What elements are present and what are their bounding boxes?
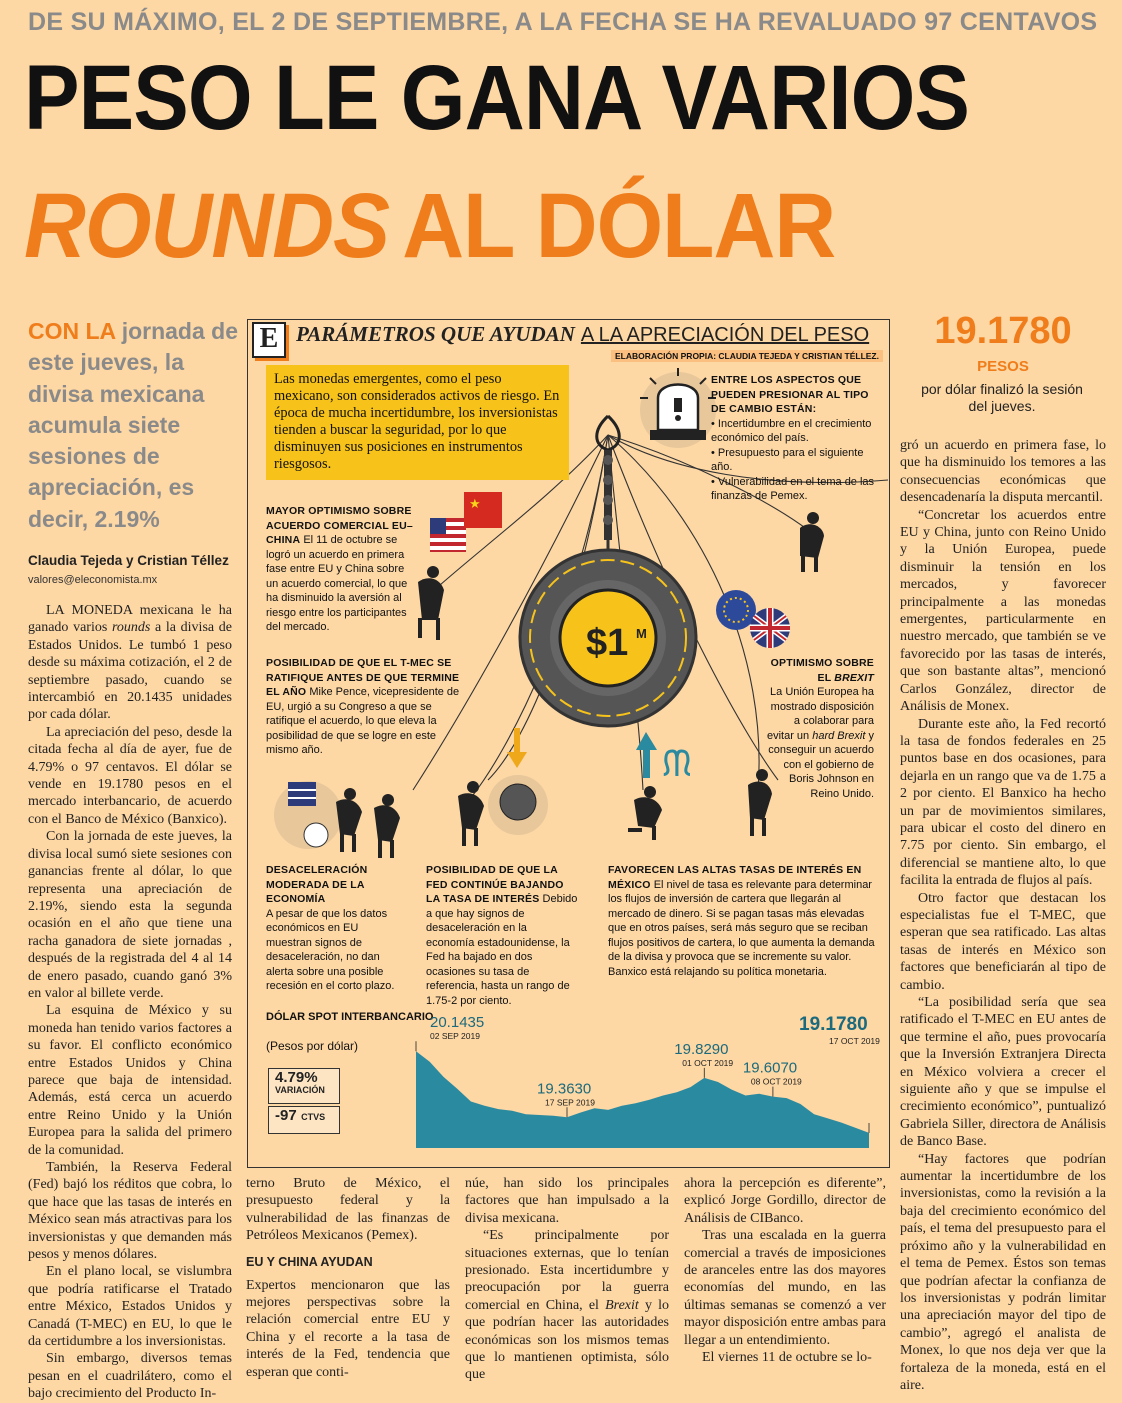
annotation-value: 19.1780: [799, 1014, 868, 1035]
article-paragraph: Sin embargo, diversos temas pesan en el cuadrilátero, como el bajo crecimiento del Producto In-: [28, 1351, 232, 1402]
article-paragraph: Con la jornada de este jueves, la divisa local sumó siete sesiones con ganancias frente al dólar, lo que representa una apreciación de 2.19%, siendo esta la segunda ocasión en el año que tiene una racha ganadora de siete jornadas , después de la registrada del 4 al 14 de enero pasado, cuando ganó 3% en valor al billete verde.: [28, 829, 232, 1001]
svg-text:M: M: [636, 626, 647, 641]
figure-icon: [336, 788, 362, 852]
uk-flag-icon: [750, 608, 790, 648]
article-column-1: [28, 602, 232, 1403]
article-paragraph: Expertos mencionaron que las mejores perspectivas sobre la relación comercial entre EU y China y el recorte a la tasa de interés de la Fed, tendencia que esperan que conti-: [246, 1277, 450, 1380]
annotation-value: 19.3630: [537, 1080, 592, 1098]
headline-line-1: PESO LE GANA VARIOS: [24, 47, 970, 149]
trade-deal-note: MAYOR OPTIMISMO SOBRE ACUERDO COMERCIAL EU–CHINA El 11 de octubre se logró un acuerdo en primera fase entre EU y China sobre un acuerdo comercial, lo que ha disminuido la aversión al riesgo entre los participantes del mercado.: [266, 505, 413, 633]
annotation-value: 19.8290: [674, 1040, 729, 1058]
deck-lead: CON LA: [28, 318, 116, 344]
byline: Claudia Tejeda y Cristian Téllez: [28, 553, 229, 568]
article-paragraph: núe, han sido los principales factores que han impulsado a la divisa mexicana.: [465, 1176, 669, 1226]
us-flag-small-icon: [288, 782, 316, 806]
fed-seal-icon: [488, 775, 548, 835]
article-paragraph: ahora la percepción es diferente”, explicó Jorge Gordillo, director de Análisis de CIBanco.: [684, 1176, 886, 1226]
article-paragraph: “Es principalmente por situaciones externas, que lo tenían presionado. Esta incertidumbre y preocupación por la guerra comercial en China, el Brexit y lo que podrían hacer las autoridades económicas son los mismos temas que lo mantienen optimista, sólo que: [465, 1228, 669, 1383]
annotation-date: 17 SEP 2019: [545, 1097, 595, 1108]
figure-icon: [418, 566, 444, 640]
annotation-date: 17 OCT 2019: [829, 1036, 880, 1046]
dollar-spot-chart: [408, 1008, 878, 1150]
article-paragraph: Otro factor que destacan los especialistas fue el T-MEC, que esperan que sea ratificado. Las altas tasas de interés en México son factores que beneficiarán al tipo de cambio.: [900, 890, 1106, 993]
subheading-eu-china: EU Y CHINA AYUDAN: [246, 1254, 373, 1269]
pressure-factors: ENTRE LOS ASPECTOS QUE PUEDEN PRESIONAR AL TIPO DE CAMBIO ESTÁN: • Incertidumbre en el crecimiento económico del país. • Presupuesto para el siguiente año. • Vulnerabilidad en el tema de las finanzas de Pemex.: [711, 374, 875, 502]
headline-al-dolar: AL DÓLAR: [402, 175, 836, 277]
infographic: [247, 319, 890, 1168]
price-value: 19.1780: [934, 310, 1072, 352]
brexit-note: OPTIMISMO SOBRE EL BREXIT La Unión Europea ha mostrado disposición a colaborar para evitar un hard Brexit y conseguir un acuerdo con el gobierno de Boris Johnson en Reino Unido.: [766, 657, 874, 800]
kicker: DE SU MÁXIMO, EL 2 DE SEPTIEMBRE, A LA FECHA SE HA REVALUADO 97 CENTAVOS: [28, 8, 1098, 36]
article-paragraph: Tras una escalada en la guerra comercial a través de imposiciones de aranceles entre las dos mayores economías del mundo, en las últimas semanas se comenzó a ver mayor disposición entre ambas para llegar a un entendimiento.: [684, 1228, 886, 1348]
deck: [28, 316, 238, 535]
article-paragraph: “La posibilidad sería que sea ratificado el T-MEC en EU antes de que termine el año, pues provocaría que la Inversión Extranjera Directa en México volviera a crecer el siguiente año y que se impulse el crecimiento económico”, puntualizó Gabriela Siller, directora de Análisis de Banco Base.: [900, 995, 1106, 1150]
eu-flag-icon: [716, 590, 756, 630]
fed-note: POSIBILIDAD DE QUE LA FED CONTINÚE BAJANDO LA TASA DE INTERÉS Debido a que hay signos de desaceleración en la economía estadounidense, la Fed ha bajado en dos ocasiones su tasa de referencia, hasta un rango de 1.75-2 por ciento.: [426, 864, 578, 1007]
rates-note: FAVORECEN LAS ALTAS TASAS DE INTERÉS EN MÉXICO El nivel de tasa es relevante para determinar los flujos de inversión de cartera que llegarán al mercado de dinero. Si se pagan tasas más elevadas que en otros países, será más seguro que se reciban flujos positivos de cartera, lo que aumenta la demanda de la divisa y provoca que se incremente su valor. Banxico está relajando su política monetaria.: [608, 864, 875, 978]
annotation-date: 02 SEP 2019: [430, 1031, 480, 1042]
chart-subtitle: (Pesos por dólar): [266, 1039, 359, 1053]
china-flag-icon: [464, 492, 502, 528]
author-email: valores@eleconomista.mx: [28, 574, 158, 586]
article-paragraph: La esquina de México y su moneda han tenido varios factores a su favor. El conflicto económico entre Estados Unidos y China parece que baja de intensidad. Además, está cerca un acuerdo entre Reino Unido y la Unión Europea para la salida del primero de la comunidad.: [28, 1003, 232, 1158]
figure-icon: [374, 794, 400, 858]
article-column-5: [900, 437, 1106, 1394]
annotation-value: 20.1435: [430, 1014, 485, 1032]
article-paragraph: También, la Reserva Federal (Fed) bajó los réditos que cobra, lo que hace que las tasas de interés en México sean más atractivas para los inversionistas y que demanden más pesos y menos dólares.: [28, 1160, 232, 1263]
alarm-light-icon: [640, 368, 716, 448]
chart-area-series: [416, 1051, 869, 1148]
infographic-credits: ELABORACIÓN PROPIA: CLAUDIA TEJEDA Y CRISTIAN TÉLLEZ.: [611, 350, 883, 362]
price-description: por dólar finalizó la sesión del jueves.: [921, 381, 1083, 414]
infographic-title: PARÁMETROS QUE AYUDAN A LA APRECIACIÓN DEL PESO: [296, 322, 870, 346]
tmec-note: POSIBILIDAD DE QUE EL T-MEC SE RATIFIQUE ANTES DE QUE TERMINE EL AÑO Mike Pence, vicepresidente de EU, urgió a su Congreso a que se ratifique el acuerdo, lo que eleva la posibilidad de que se logre en este mismo año.: [266, 657, 460, 756]
article-column-2: [246, 1175, 450, 1381]
banxico-logo-icon: ᙏ: [662, 743, 692, 784]
deck-text: jornada de este jueves, la divisa mexicana acumula siete sesiones de apreciación, es decir, 2.19%: [28, 318, 239, 532]
article-paragraph: LA MONEDA mexicana le ha ganado varios rounds a la divisa de Estados Unidos. Le tumbó 1 peso desde su máxima cotización, el 2 de septiembre pasado, cuando se intercambió en 20.1435 unidades por cada dólar.: [28, 603, 232, 723]
article-paragraph: En el plano local, se vislumbra que podría ratificarse el Tratado entre México, Estados Unidos y Canadá (T-MEC) en EU, lo que le da certidumbre a los inversionistas.: [28, 1264, 232, 1350]
figure-icon: [458, 781, 484, 846]
article-paragraph: La apreciación del peso, desde la citada fecha al día de ayer, fue de 4.79% o 97 centavos. El dólar se vende en 19.1780 pesos en el mercado interbancario, de acuerdo con el Banco de México (Banxico).: [28, 724, 232, 827]
article-paragraph: terno Bruto de México, el presupuesto federal y la vulnerabilidad de las finanzas de Petróleos Mexicanos (Pemex).: [246, 1176, 450, 1244]
svg-text:★: ★: [469, 496, 481, 511]
figure-icon: [628, 786, 662, 840]
el-economista-logo: E: [252, 322, 286, 358]
price-unit: PESOS: [977, 358, 1029, 375]
headline-line-2: [24, 175, 836, 277]
annotation-date: 08 OCT 2019: [750, 1076, 802, 1087]
cents-stat: -97 CTVS: [268, 1106, 340, 1134]
annotation-value: 19.6070: [742, 1059, 798, 1077]
article-paragraph: “Hay factores que podrían aumentar la incertidumbre de los inversionistas, como la revisión a la baja del crecimiento económico del país, el tema del presupuesto para el próximo año y la vulnerabilidad en el tema de Pemex. Éstos son temas que podrían afectar la confianza de los inversionistas y podrán limitar una apreciación mayor del tipo de cambio”, agregó el analista de Monex, lo que nos deja ver que la fortaleza de la moneda, está en el aire.: [900, 1151, 1106, 1393]
svg-text:$1: $1: [586, 622, 629, 664]
article-column-4: [684, 1175, 886, 1366]
article-column-3: [465, 1175, 669, 1384]
headline-rounds: ROUNDS: [24, 175, 390, 277]
chart-title: DÓLAR SPOT INTERBANCARIO: [266, 1011, 434, 1023]
article-paragraph: “Concretar los acuerdos entre EU y China, junto con Reino Unido y la Unión Europea, puede disminuir la tensión en los mercados, y favorecer principalmente a las monedas emergentes, particularmente en nuestro mercado, que también se ve favorecido por las tasas de interés, que son bastante altas”, mencionó Carlos González, director de Análisis de Monex.: [900, 507, 1106, 715]
article-paragraph: El viernes 11 de octubre se lo-: [702, 1350, 872, 1366]
article-paragraph: gró un acuerdo en primera fase, lo que ha disminuido los temores a las consecuencias económicas que desencadenaría la disputa mercantil.: [900, 438, 1106, 506]
arrow-down-icon: [507, 728, 527, 768]
intro-box: Las monedas emergentes, como el peso mexicano, son considerados activos de riesgo. En época de mucha incertidumbre, los inversionistas tienden a buscar la seguridad, por lo que disminuyen sus posiciones en instrumentos riesgosos.: [266, 365, 569, 480]
annotation-date: 01 OCT 2019: [682, 1057, 734, 1068]
peso-coin-icon: [520, 550, 696, 726]
us-flag-icon: [430, 518, 466, 552]
slowdown-note: DESACELERACIÓN MODERADA DE LA ECONOMÍA A pesar de que los datos económicos en EU muestran signos de desaceleración, no dan alerta sobre una posible recesión en el corto plazo.: [266, 864, 395, 992]
figure-icon: [800, 512, 824, 572]
article-paragraph: Durante este año, la Fed recortó la tasa de fondos federales en 25 puntos base en dos ocasiones, para dejarla en un rango que va de 1.75 a 2 por ciento. El Banxico ha hecho un par de movimientos similares, para ubicar el costo del dinero en 7.75 por ciento. Sin embargo, el diferencial se mantiene alto, lo que facilita la entrada de flujos al país.: [900, 716, 1106, 889]
variation-stat: 4.79% VARIACIÓN: [268, 1068, 340, 1104]
